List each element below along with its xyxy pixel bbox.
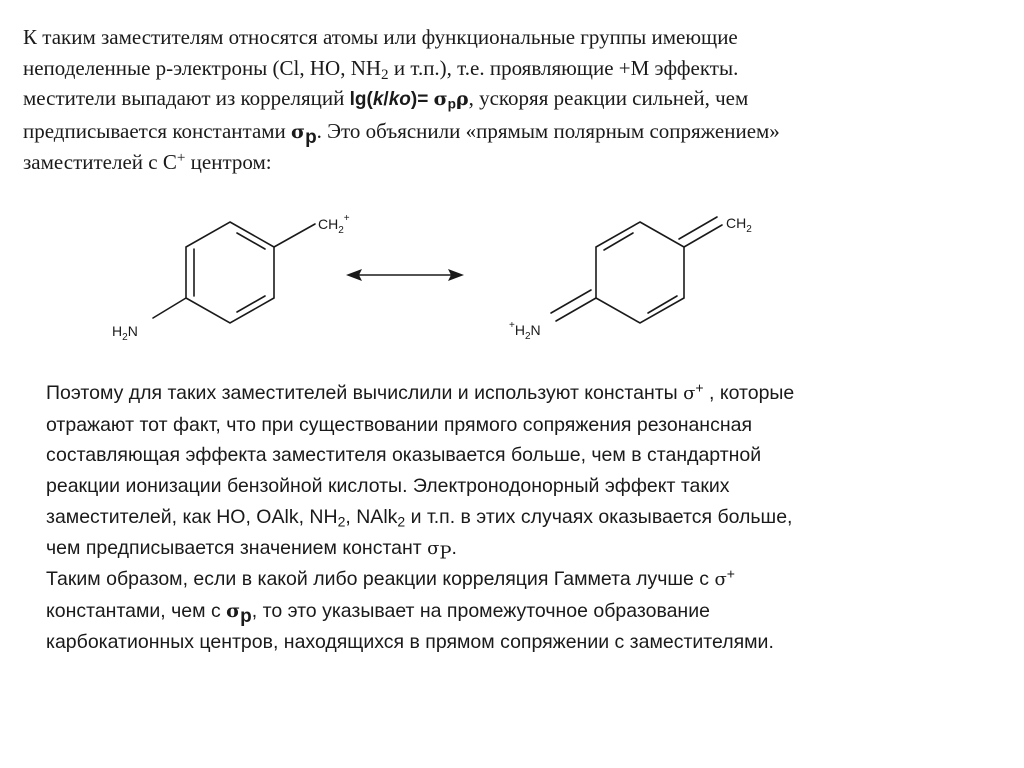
body-line-5 [46, 502, 996, 533]
benzene-ring [186, 222, 274, 323]
intro-text: . Это объяснили «прямым полярным сопряжением» [316, 118, 780, 143]
intro-text: , ускоряя реакции сильней, чем [468, 86, 749, 110]
body-text: составляющая эффекта заместителя оказывается больше, чем в стандартной [46, 444, 762, 467]
subscript: p [240, 605, 252, 627]
aminobenzyl-cation-structure [153, 222, 315, 323]
body-text: чем предписывается значением констант [46, 536, 428, 559]
body-text: отражают тот факт, что при существовании прямого сопряжения резонансная [46, 413, 752, 436]
rho-symbol: ρ [455, 88, 469, 110]
formula-part: lg( [349, 89, 373, 110]
sigma-symbol: σ [427, 537, 440, 559]
subscript: p [447, 96, 456, 112]
body-line-7 [46, 564, 996, 596]
double-bond [604, 233, 633, 250]
formula-part: / [383, 89, 389, 110]
sigma-symbol: σ [226, 599, 241, 622]
formula-part: k [372, 89, 384, 110]
nh2-label: $H_2N$ [112, 323, 138, 343]
body-line-9 [46, 627, 996, 658]
body-text: Таким образом, если в какой либо реакции корреляция Гаммета лучше с [46, 568, 715, 591]
body-text: , NAlk [345, 505, 398, 528]
body-text: , которые [703, 382, 795, 404]
sigma-symbol: σ [433, 88, 448, 110]
double-bond [237, 296, 265, 312]
formula-part: k [388, 89, 400, 110]
sigma-symbol: σ [291, 120, 306, 143]
intro-text: местители выпадают из корреляций [23, 86, 350, 110]
superscript: + [176, 150, 186, 167]
body-text: константами, чем с [46, 599, 227, 622]
formula-part: o [399, 89, 411, 110]
ch2-bond [274, 224, 315, 247]
body-text: . [451, 536, 457, 559]
body-paragraph [46, 378, 996, 657]
intro-text: заместителей с С [23, 150, 177, 174]
subscript: p [305, 126, 317, 148]
intro-text: центром: [185, 150, 272, 174]
intro-text: неподеленные р-электроны (Cl, НО, NH [23, 55, 382, 80]
nh2-bond [153, 298, 186, 318]
sigma-symbol: σ [683, 383, 696, 404]
intro-text: предписывается константами [23, 118, 292, 143]
body-text: и т.п. в этих случаях оказывается больше, [405, 505, 793, 528]
body-text: реакции ионизации бензойной кислоты. Электронодонорный эффект таких [46, 475, 730, 498]
body-text: заместителей, как НО, OAlk, NH [46, 505, 338, 528]
superscript: + [695, 379, 704, 396]
body-line-1 [46, 378, 996, 410]
intro-text: и т.п.), т.е. проявляющие +М эффекты. [388, 55, 739, 80]
iminium-double-bond [551, 290, 591, 313]
subscript: P [439, 542, 452, 564]
iminium-double-bond [556, 298, 596, 321]
body-line-4 [46, 471, 996, 502]
body-line-6 [46, 533, 996, 565]
subscript: 2 [381, 66, 389, 83]
iminium-label: $^+H_2N$ [509, 320, 541, 342]
superscript: + [726, 565, 735, 582]
exocyclic-double-bond [679, 217, 717, 239]
body-line-2 [46, 410, 996, 441]
body-text: Поэтому для таких заместителей вычислили и используют константы [46, 382, 684, 404]
body-text: , то это указывает на промежуточное образование [251, 599, 710, 622]
ch2-cation-label: $CH_2^+$ [318, 213, 350, 236]
quinoid-iminium-structure [551, 217, 722, 323]
ch2-label: $CH_2$ [726, 215, 752, 235]
double-bond [237, 233, 265, 249]
intro-text: К таким заместителям относятся атомы или функциональные группы имеющие [23, 25, 738, 49]
subscript: 2 [397, 513, 406, 530]
exocyclic-double-bond [684, 225, 722, 247]
formula-part: )= [410, 89, 434, 110]
quinoid-ring [596, 222, 684, 323]
body-line-3 [46, 440, 996, 471]
resonance-arrow [346, 269, 464, 281]
body-text: карбокатионных центров, находящихся в прямом сопряжении с заместителями. [46, 630, 774, 653]
sigma-symbol: σ [714, 569, 727, 591]
subscript: 2 [337, 513, 346, 530]
body-line-8 [46, 596, 996, 627]
